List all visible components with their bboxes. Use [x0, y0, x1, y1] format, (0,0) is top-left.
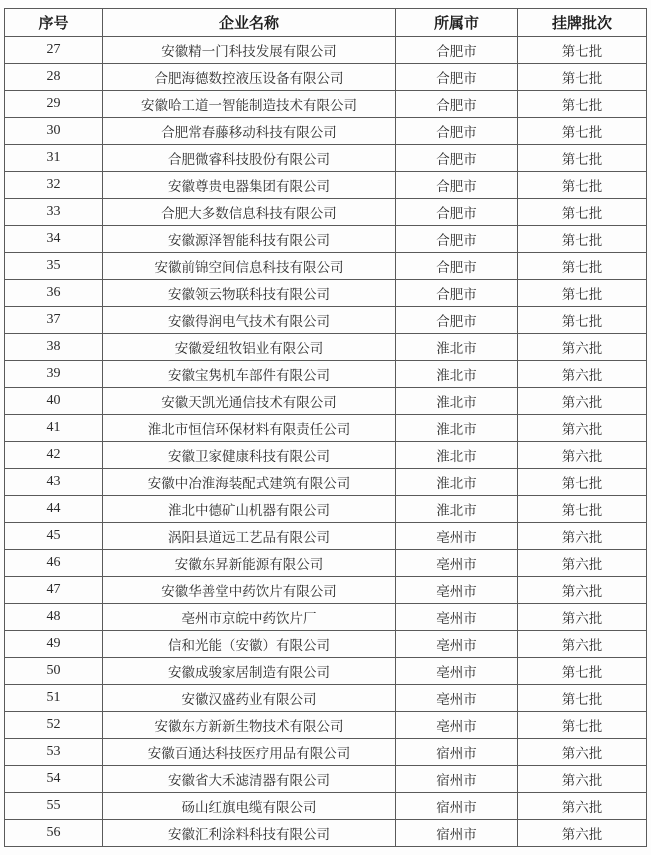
- cell-city: 宿州市: [396, 820, 518, 847]
- cell-city: 亳州市: [396, 658, 518, 685]
- cell-serial-number: 39: [5, 361, 103, 388]
- table-row: [5, 172, 647, 199]
- cell-serial-number: 40: [5, 388, 103, 415]
- table-row: [5, 577, 647, 604]
- cell-batch: 第七批: [518, 91, 647, 118]
- cell-serial-number: 53: [5, 739, 103, 766]
- cell-batch: 第六批: [518, 604, 647, 631]
- cell-batch: 第七批: [518, 172, 647, 199]
- cell-serial-number: 34: [5, 226, 103, 253]
- cell-batch: 第七批: [518, 37, 647, 64]
- cell-company-name: 安徽源泽智能科技有限公司: [103, 226, 396, 253]
- cell-company-name: 安徽中冶淮海装配式建筑有限公司: [103, 469, 396, 496]
- cell-city: 亳州市: [396, 604, 518, 631]
- cell-company-name: 安徽汉盛药业有限公司: [103, 685, 396, 712]
- cell-serial-number: 37: [5, 307, 103, 334]
- cell-company-name: 砀山红旗电缆有限公司: [103, 793, 396, 820]
- cell-serial-number: 38: [5, 334, 103, 361]
- cell-company-name: 安徽卫家健康科技有限公司: [103, 442, 396, 469]
- table-row: [5, 388, 647, 415]
- cell-serial-number: 33: [5, 199, 103, 226]
- cell-serial-number: 46: [5, 550, 103, 577]
- cell-company-name: 信和光能（安徽）有限公司: [103, 631, 396, 658]
- cell-company-name: 安徽爱纽牧铝业有限公司: [103, 334, 396, 361]
- cell-company-name: 安徽百通达科技医疗用品有限公司: [103, 739, 396, 766]
- cell-city: 淮北市: [396, 469, 518, 496]
- cell-company-name: 安徽东方新新生物技术有限公司: [103, 712, 396, 739]
- cell-batch: 第七批: [518, 496, 647, 523]
- cell-batch: 第七批: [518, 280, 647, 307]
- header-row: [5, 9, 647, 37]
- cell-city: 合肥市: [396, 253, 518, 280]
- table-row: [5, 91, 647, 118]
- cell-batch: 第六批: [518, 739, 647, 766]
- table-row: [5, 685, 647, 712]
- cell-city: 合肥市: [396, 226, 518, 253]
- cell-city: 合肥市: [396, 199, 518, 226]
- table-row: [5, 766, 647, 793]
- cell-city: 亳州市: [396, 712, 518, 739]
- cell-batch: 第六批: [518, 766, 647, 793]
- cell-company-name: 合肥海德数控液压设备有限公司: [103, 64, 396, 91]
- cell-serial-number: 30: [5, 118, 103, 145]
- cell-company-name: 安徽尊贵电器集团有限公司: [103, 172, 396, 199]
- cell-company-name: 安徽哈工道一智能制造技术有限公司: [103, 91, 396, 118]
- cell-serial-number: 51: [5, 685, 103, 712]
- cell-serial-number: 41: [5, 415, 103, 442]
- table-row: [5, 226, 647, 253]
- table-row: [5, 631, 647, 658]
- cell-company-name: 合肥微睿科技股份有限公司: [103, 145, 396, 172]
- table-row: [5, 199, 647, 226]
- header-city: 所属市: [396, 9, 518, 37]
- table-row: [5, 604, 647, 631]
- cell-city: 亳州市: [396, 631, 518, 658]
- table-row: [5, 739, 647, 766]
- cell-batch: 第七批: [518, 469, 647, 496]
- cell-batch: 第六批: [518, 631, 647, 658]
- cell-company-name: 安徽精一门科技发展有限公司: [103, 37, 396, 64]
- cell-serial-number: 44: [5, 496, 103, 523]
- cell-company-name: 亳州市京皖中药饮片厂: [103, 604, 396, 631]
- cell-serial-number: 45: [5, 523, 103, 550]
- cell-batch: 第六批: [518, 334, 647, 361]
- cell-city: 合肥市: [396, 307, 518, 334]
- cell-serial-number: 47: [5, 577, 103, 604]
- table-row: [5, 550, 647, 577]
- cell-batch: 第六批: [518, 820, 647, 847]
- cell-city: 淮北市: [396, 496, 518, 523]
- cell-serial-number: 48: [5, 604, 103, 631]
- cell-serial-number: 52: [5, 712, 103, 739]
- cell-company-name: 安徽领云物联科技有限公司: [103, 280, 396, 307]
- cell-batch: 第六批: [518, 361, 647, 388]
- cell-company-name: 安徽汇利涂料科技有限公司: [103, 820, 396, 847]
- cell-serial-number: 27: [5, 37, 103, 64]
- cell-batch: 第七批: [518, 253, 647, 280]
- table-row: [5, 820, 647, 847]
- table-row: [5, 793, 647, 820]
- table-row: [5, 118, 647, 145]
- table-row: [5, 415, 647, 442]
- table-body: [5, 37, 647, 847]
- cell-serial-number: 54: [5, 766, 103, 793]
- cell-company-name: 安徽华善堂中药饮片有限公司: [103, 577, 396, 604]
- cell-batch: 第六批: [518, 577, 647, 604]
- cell-city: 合肥市: [396, 145, 518, 172]
- cell-serial-number: 36: [5, 280, 103, 307]
- cell-batch: 第七批: [518, 145, 647, 172]
- table-row: [5, 37, 647, 64]
- cell-batch: 第七批: [518, 226, 647, 253]
- enterprise-table: [4, 8, 647, 847]
- cell-city: 合肥市: [396, 118, 518, 145]
- cell-serial-number: 35: [5, 253, 103, 280]
- cell-city: 合肥市: [396, 64, 518, 91]
- cell-city: 合肥市: [396, 280, 518, 307]
- cell-city: 宿州市: [396, 793, 518, 820]
- cell-batch: 第六批: [518, 523, 647, 550]
- cell-company-name: 安徽宝隽机车部件有限公司: [103, 361, 396, 388]
- table-row: [5, 334, 647, 361]
- cell-batch: 第七批: [518, 118, 647, 145]
- table-row: [5, 145, 647, 172]
- cell-batch: 第六批: [518, 442, 647, 469]
- cell-batch: 第六批: [518, 415, 647, 442]
- cell-serial-number: 55: [5, 793, 103, 820]
- cell-batch: 第六批: [518, 388, 647, 415]
- cell-company-name: 安徽省大禾滤清器有限公司: [103, 766, 396, 793]
- cell-batch: 第七批: [518, 712, 647, 739]
- cell-serial-number: 28: [5, 64, 103, 91]
- cell-batch: 第七批: [518, 685, 647, 712]
- cell-company-name: 淮北市恒信环保材料有限责任公司: [103, 415, 396, 442]
- cell-city: 淮北市: [396, 415, 518, 442]
- cell-city: 亳州市: [396, 523, 518, 550]
- cell-batch: 第七批: [518, 64, 647, 91]
- cell-serial-number: 43: [5, 469, 103, 496]
- cell-company-name: 安徽前锦空间信息科技有限公司: [103, 253, 396, 280]
- table-row: [5, 307, 647, 334]
- cell-city: 淮北市: [396, 334, 518, 361]
- cell-city: 亳州市: [396, 685, 518, 712]
- cell-city: 宿州市: [396, 766, 518, 793]
- table-row: [5, 442, 647, 469]
- cell-batch: 第七批: [518, 658, 647, 685]
- cell-batch: 第六批: [518, 793, 647, 820]
- header-batch: 挂牌批次: [518, 9, 647, 37]
- table-row: [5, 253, 647, 280]
- table-row: [5, 496, 647, 523]
- table-header: [5, 9, 647, 37]
- cell-city: 淮北市: [396, 442, 518, 469]
- cell-city: 合肥市: [396, 37, 518, 64]
- cell-serial-number: 50: [5, 658, 103, 685]
- cell-city: 淮北市: [396, 361, 518, 388]
- cell-company-name: 安徽成骏家居制造有限公司: [103, 658, 396, 685]
- cell-city: 亳州市: [396, 550, 518, 577]
- cell-batch: 第六批: [518, 550, 647, 577]
- cell-city: 宿州市: [396, 739, 518, 766]
- cell-serial-number: 49: [5, 631, 103, 658]
- cell-serial-number: 32: [5, 172, 103, 199]
- cell-company-name: 淮北中德矿山机器有限公司: [103, 496, 396, 523]
- cell-company-name: 合肥常春藤移动科技有限公司: [103, 118, 396, 145]
- cell-company-name: 安徽东昇新能源有限公司: [103, 550, 396, 577]
- cell-city: 合肥市: [396, 91, 518, 118]
- header-company-name: 企业名称: [103, 9, 396, 37]
- cell-serial-number: 42: [5, 442, 103, 469]
- table-row: [5, 361, 647, 388]
- cell-company-name: 安徽得润电气技术有限公司: [103, 307, 396, 334]
- table-row: [5, 658, 647, 685]
- cell-serial-number: 31: [5, 145, 103, 172]
- cell-serial-number: 56: [5, 820, 103, 847]
- cell-city: 合肥市: [396, 172, 518, 199]
- table-row: [5, 64, 647, 91]
- table-row: [5, 469, 647, 496]
- cell-serial-number: 29: [5, 91, 103, 118]
- cell-batch: 第七批: [518, 307, 647, 334]
- cell-company-name: 涡阳县道远工艺品有限公司: [103, 523, 396, 550]
- cell-city: 亳州市: [396, 577, 518, 604]
- cell-company-name: 安徽天凯光通信技术有限公司: [103, 388, 396, 415]
- cell-batch: 第七批: [518, 199, 647, 226]
- cell-city: 淮北市: [396, 388, 518, 415]
- table-row: [5, 712, 647, 739]
- table-row: [5, 523, 647, 550]
- header-serial-number: 序号: [5, 9, 103, 37]
- cell-company-name: 合肥大多数信息科技有限公司: [103, 199, 396, 226]
- table-row: [5, 280, 647, 307]
